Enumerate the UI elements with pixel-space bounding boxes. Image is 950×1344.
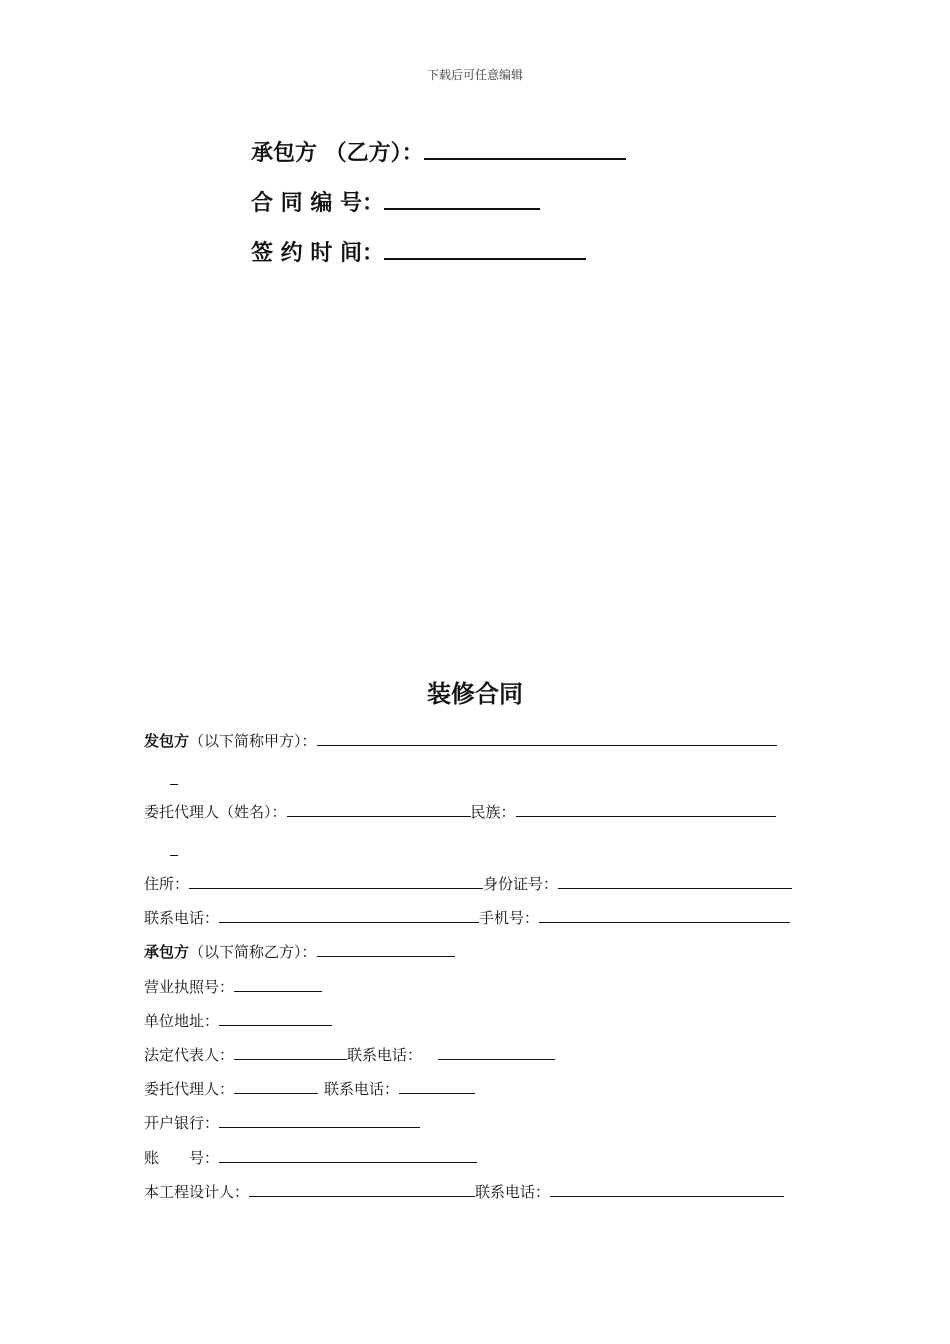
party-a-agent-label: 委托代理人（姓名）： [144, 803, 287, 821]
cover-sign-date-blank[interactable] [384, 238, 586, 260]
cover-contractor-line [251, 136, 626, 167]
party-a-label: 发包方 [144, 732, 190, 750]
party-a-agent-blank[interactable] [287, 801, 471, 817]
cover-contract-no-label: 合 同 编 号： [251, 191, 384, 216]
party-b-account-blank[interactable] [219, 1147, 477, 1163]
party-a-label-suffix: （以下简称甲方）： [189, 732, 317, 750]
continuation-dash [170, 855, 178, 856]
party-b-license-label: 营业执照号： [144, 978, 235, 996]
party-b-row [144, 941, 455, 961]
party-b-bank-label: 开户银行： [144, 1114, 220, 1132]
party-b-license-blank[interactable] [234, 976, 322, 992]
party-b-agent-row [144, 1078, 475, 1098]
party-b-legal-rep-phone-label: 联系电话： [347, 1046, 423, 1064]
designer-label: 本工程设计人： [144, 1183, 250, 1201]
designer-row [144, 1181, 784, 1201]
party-b-legal-rep-phone-blank[interactable] [438, 1044, 555, 1060]
party-b-legal-rep-label: 法定代表人： [144, 1046, 235, 1064]
party-a-agent-row [144, 801, 776, 821]
party-a-ethnicity-blank[interactable] [516, 801, 776, 817]
party-b-license-row [144, 976, 322, 996]
party-a-ethnicity-label: 民族： [470, 803, 516, 821]
party-b-agent-label: 委托代理人： [144, 1080, 235, 1098]
party-a-blank[interactable] [317, 730, 777, 746]
continuation-dash [170, 784, 178, 785]
header-note: 下载后可任意编辑 [426, 68, 523, 82]
party-a-id-blank[interactable] [558, 873, 792, 889]
party-b-legal-rep-blank[interactable] [234, 1044, 347, 1060]
party-b-blank[interactable] [317, 941, 455, 957]
party-b-label: 承包方 [144, 943, 190, 961]
party-b-unit-address-label: 单位地址： [144, 1012, 220, 1030]
designer-phone-blank[interactable] [550, 1181, 784, 1197]
party-b-bank-row [144, 1112, 420, 1132]
party-a-address-row [144, 873, 792, 893]
party-a-address-blank[interactable] [189, 873, 483, 889]
party-a-phone-label: 联系电话： [144, 909, 220, 927]
cover-contractor-blank[interactable] [424, 138, 626, 160]
party-b-legal-rep-row [144, 1044, 555, 1064]
party-a-address-label: 住所： [144, 875, 190, 893]
cover-sign-date-line [251, 236, 586, 267]
party-b-bank-blank[interactable] [219, 1112, 420, 1128]
party-b-agent-phone-label: 联系电话： [324, 1080, 400, 1098]
cover-contract-no-blank[interactable] [384, 188, 540, 210]
party-a-phone-blank[interactable] [219, 907, 479, 923]
contract-title: 装修合同 [427, 680, 523, 708]
party-b-account-label: 账 号： [144, 1149, 220, 1167]
party-b-unit-address-blank[interactable] [219, 1010, 332, 1026]
designer-phone-label: 联系电话： [475, 1183, 551, 1201]
cover-contractor-label: 承包方 （乙方）： [251, 141, 424, 166]
designer-blank[interactable] [249, 1181, 475, 1197]
party-a-mobile-blank[interactable] [539, 907, 790, 923]
cover-contract-no-line [251, 186, 540, 217]
party-b-agent-phone-blank[interactable] [399, 1078, 475, 1094]
party-b-agent-blank[interactable] [234, 1078, 318, 1094]
party-a-phone-row [144, 907, 790, 927]
cover-sign-date-label: 签 约 时 间： [251, 241, 384, 266]
party-a-row [144, 730, 777, 750]
party-b-account-row [144, 1147, 477, 1167]
party-b-label-suffix: （以下简称乙方）： [189, 943, 317, 961]
party-a-mobile-label: 手机号： [479, 909, 540, 927]
party-b-unit-address-row [144, 1010, 332, 1030]
party-a-id-label: 身份证号： [483, 875, 559, 893]
